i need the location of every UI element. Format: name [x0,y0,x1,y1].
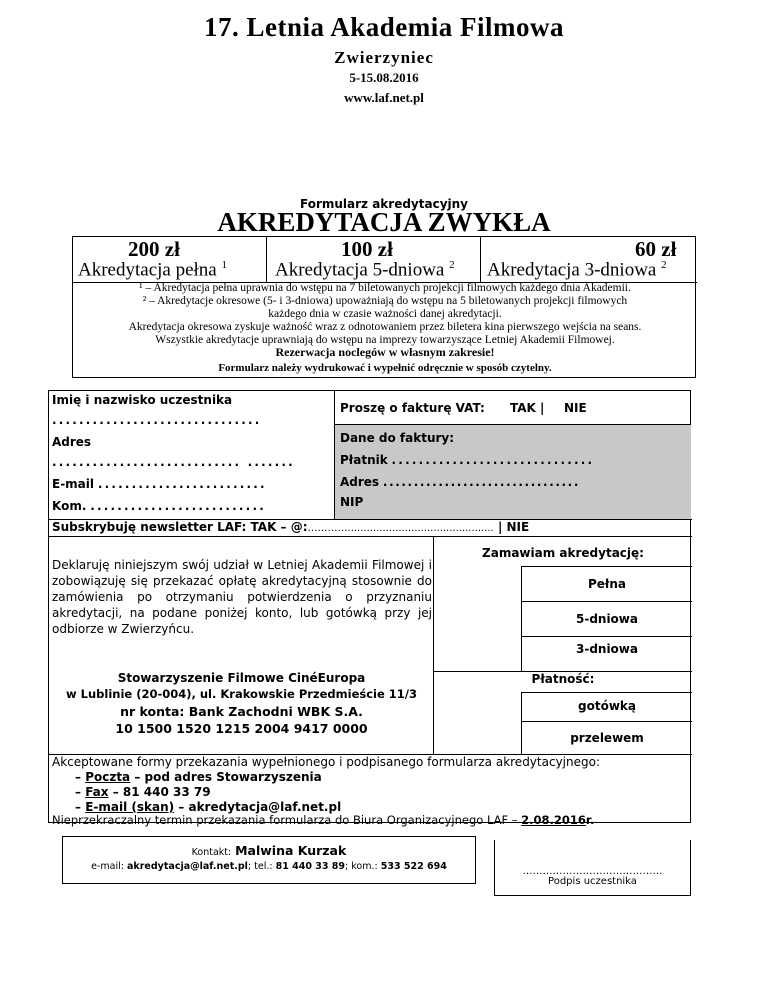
submission-fax: – Fax – 81 440 33 79 [75,785,211,799]
vat-invoice-question: Proszę o fakturę VAT: [340,401,485,415]
contact-details [63,861,475,872]
submission-fax-label: Fax [85,785,109,799]
signature-line[interactable]: …………………………………… [522,866,663,877]
signature-label: Podpis uczestnika [548,876,637,887]
deadline-suffix: r. [585,813,595,827]
newsletter-label: Subskrybuję newsletter LAF: TAK – @: [52,520,308,534]
price-full-amount: 200 zł [128,237,180,261]
event-city: Zwierzyniec [334,48,434,67]
name-label: Imię i nazwisko uczestnika [52,393,233,407]
payment-option-transfer[interactable]: przelewem [570,731,644,745]
divider [433,536,434,754]
contact-mobile: 533 522 694 [380,861,447,872]
newsletter-email-field[interactable]: ………….............................................. [307,523,494,534]
contact-name: Malwina Kurzak [235,843,347,858]
newsletter-no-option[interactable]: | NIE [497,520,530,534]
submission-fax-text: – 81 440 33 79 [112,785,211,799]
note-handwriting: Formularz należy wydrukować i wypełnić odręcznie w sposób czytelny. [218,362,552,374]
email-field[interactable]: ......................... [97,477,267,491]
payment-option-cash[interactable]: gotówką [578,699,636,713]
contact-email-label: e-mail: [91,861,124,872]
divider [334,391,335,519]
payer-field[interactable]: .............................. [391,453,595,467]
divider [521,601,692,602]
price-divider [266,237,267,282]
invoice-data-label: Dane do faktury: [340,431,455,445]
submission-post: – Poczta – pod adres Stowarzyszenia [75,770,322,784]
contact-box [62,836,476,884]
divider [521,566,692,567]
deadline-date: 2.08.2016 [521,813,586,827]
address-field[interactable]: ............................ ....... [52,455,295,469]
price-5day [266,237,480,282]
note-events: Wszystkie akredytacje uprawniają do wstępu na imprezy towarzyszące Letniej Akademii Filmowej. [155,334,615,346]
registration-table [48,390,691,827]
organizer-account: 10 1500 1520 1215 2004 9417 0000 [115,721,368,736]
order-option-full[interactable]: Pełna [587,577,627,591]
signature-box[interactable] [494,840,691,896]
price-5day-label: Akredytacja 5-dniowa $^2$ [275,259,455,281]
form-title: AKREDYTACJA ZWYKŁA [217,207,551,237]
payer-row[interactable] [340,453,594,467]
phone-label: Kom. [52,499,87,513]
contact-email[interactable]: akredytacja@laf.net.pl [127,861,248,872]
footnote-2-cont: każdego dnia w czasie ważności danej akredytacji. [268,308,502,320]
email-label: E-mail [52,477,95,491]
contact-tel: 81 440 33 89 [275,861,346,872]
note-accommodation: Rezerwacja noclegów w własnym zakresie! [275,345,495,359]
submission-email: – E-mail (skan) – akredytacja@laf.net.pl [75,800,342,814]
invoice-address-field[interactable]: ................................ [382,475,580,489]
order-option-3day[interactable]: 3-dniowa [575,642,638,656]
contact-person [63,843,475,858]
phone-field[interactable]: .......................... [90,499,266,513]
submission-intro: Akceptowane formy przekazania wypełnionego i podpisanego formularza akredytacyjnego: [52,755,600,769]
submission-post-text: – pod adres Stowarzyszenia [134,770,322,784]
price-5day-amount: 100 zł [341,237,393,261]
price-full [73,237,266,282]
organizer-address: w Lublinie (20-004), ul. Krakowskie Przedmieście 11/3 [66,687,417,701]
declaration-text: Deklaruję niniejszym swój udział w Letniej Akademii Filmowej i zobowiązuję się przekazać opłatę akredytacyjną stosownie do zamówienia po otrzymaniu potwierdzenia o przyznaniu akredytacji, na podane poniżej konto, lub gotówką przy jej odbiorze w Zwierzyńcu. [52,558,432,636]
payer-label: Płatnik [340,453,388,467]
vat-no-option[interactable]: NIE [564,401,587,415]
submission-deadline [52,813,594,827]
email-row[interactable] [52,477,267,491]
price-divider [480,237,481,282]
price-3day [480,237,697,282]
note-validity: Akredytacja okresowa zyskuje ważność wraz z odnotowaniem przez biletera kina pierwszego wejścia na seans. [128,321,642,333]
divider [335,424,691,425]
price-full-label: Akredytacja pełna $^1$ [78,259,227,281]
newsletter-row[interactable] [52,520,529,534]
order-option-5day[interactable]: 5-dniowa [575,612,638,626]
contact-mobile-label: ; kom.: [345,861,378,872]
event-dates: 5-15.08.2016 [349,70,419,85]
submission-email-text: – akredytacja@laf.net.pl [178,800,342,814]
divider [521,636,692,637]
organizer-bank: nr konta: Bank Zachodni WBK S.A. [120,704,363,719]
divider [49,536,692,537]
price-box [72,236,696,378]
divider [521,692,692,693]
event-website[interactable]: www.laf.net.pl [344,90,424,105]
footnote-1: ¹ – Akredytacja pełna uprawnia do wstępu na 7 biletowanych projekcji filmowych każdego dnia Akademii. [139,282,631,294]
event-title: 17. Letnia Akademia Filmowa [203,12,564,42]
phone-row[interactable] [52,499,266,513]
contact-label: Kontakt: [191,847,232,858]
submission-email-label: E-mail (skan) [85,800,175,814]
organizer-name: Stowarzyszenie Filmowe CinéEuropa [117,671,366,685]
footnote-2: ² – Akredytacje okresowe (5- i 3-dniowa) upoważniają do wstępu na 5 biletowanych projekcji filmowych [142,295,628,307]
form-subtitle: Formularz akredytacyjny [299,197,468,211]
address-label: Adres [52,435,92,449]
contact-tel-label: ; tel.: [247,861,273,872]
payment-title: Płatność: [531,672,595,686]
invoice-address-row[interactable] [340,475,580,489]
nip-label: NIP [340,495,364,509]
name-field[interactable]: ............................... [52,413,262,427]
invoice-address-label: Adres [340,475,380,489]
divider [521,721,692,722]
vat-yes-option[interactable]: TAK | [510,401,545,415]
deadline-text: Nieprzekraczalny termin przekazania formularza do Biura Organizacyjnego LAF – [52,813,518,827]
order-title: Zamawiam akredytację: [482,546,644,560]
price-3day-label: Akredytacja 3-dniowa $^2$ [487,259,667,281]
price-3day-amount: 60 zł [635,237,677,261]
submission-post-label: Poczta [85,770,131,784]
